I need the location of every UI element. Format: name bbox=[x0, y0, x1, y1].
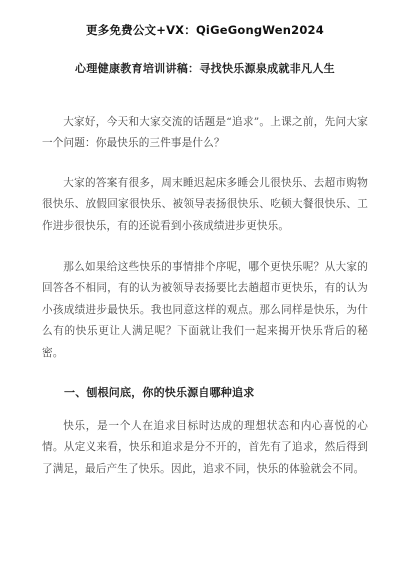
page-header: 更多免费公文+VX：QiGeGongWen2024 bbox=[86, 23, 324, 37]
paragraph-greeting: 大家好，今天和大家交流的话题是“追求”。上课之前，先问大家一个问题：你最快乐的三件事是什么？ bbox=[42, 116, 368, 150]
section-heading: 一、刨根问底，你的快乐源自哪种追求 bbox=[64, 386, 255, 400]
paragraph-definition: 快乐，是一个人在追求目标时达成的理想状态和内心喜悦的心情。从定义来看，快乐和追求是分不开的，首先有了追求，然后得到了满足，最后产生了快乐。因此，追求不同，快乐的体验就会不同。 bbox=[42, 420, 368, 475]
paragraph-answers: 大家的答案有很多，周末睡迟起床多睡会儿很快乐、去超市购物很快乐、放假回家很快乐、被领导表扬很快乐、吃顿大餐很快乐、工作进步很快乐，有的还说看到小孩成绩进步更快乐。 bbox=[42, 176, 368, 232]
paragraph-ranking: 那么如果给这些快乐的事情排个序呢，哪个更快乐呢？从大家的回答各不相同，有的认为被领导表扬要比去趟超市更快乐，有的认为小孩成绩进步最快乐。我也同意这样的观点。那么同样是快乐，为什么有的快乐更让人满足呢？下面就让我们一起来揭开快乐背后的秘密。 bbox=[42, 261, 368, 359]
document-title: 心理健康教育培训讲稿：寻找快乐源泉成就非凡人生 bbox=[75, 62, 335, 75]
